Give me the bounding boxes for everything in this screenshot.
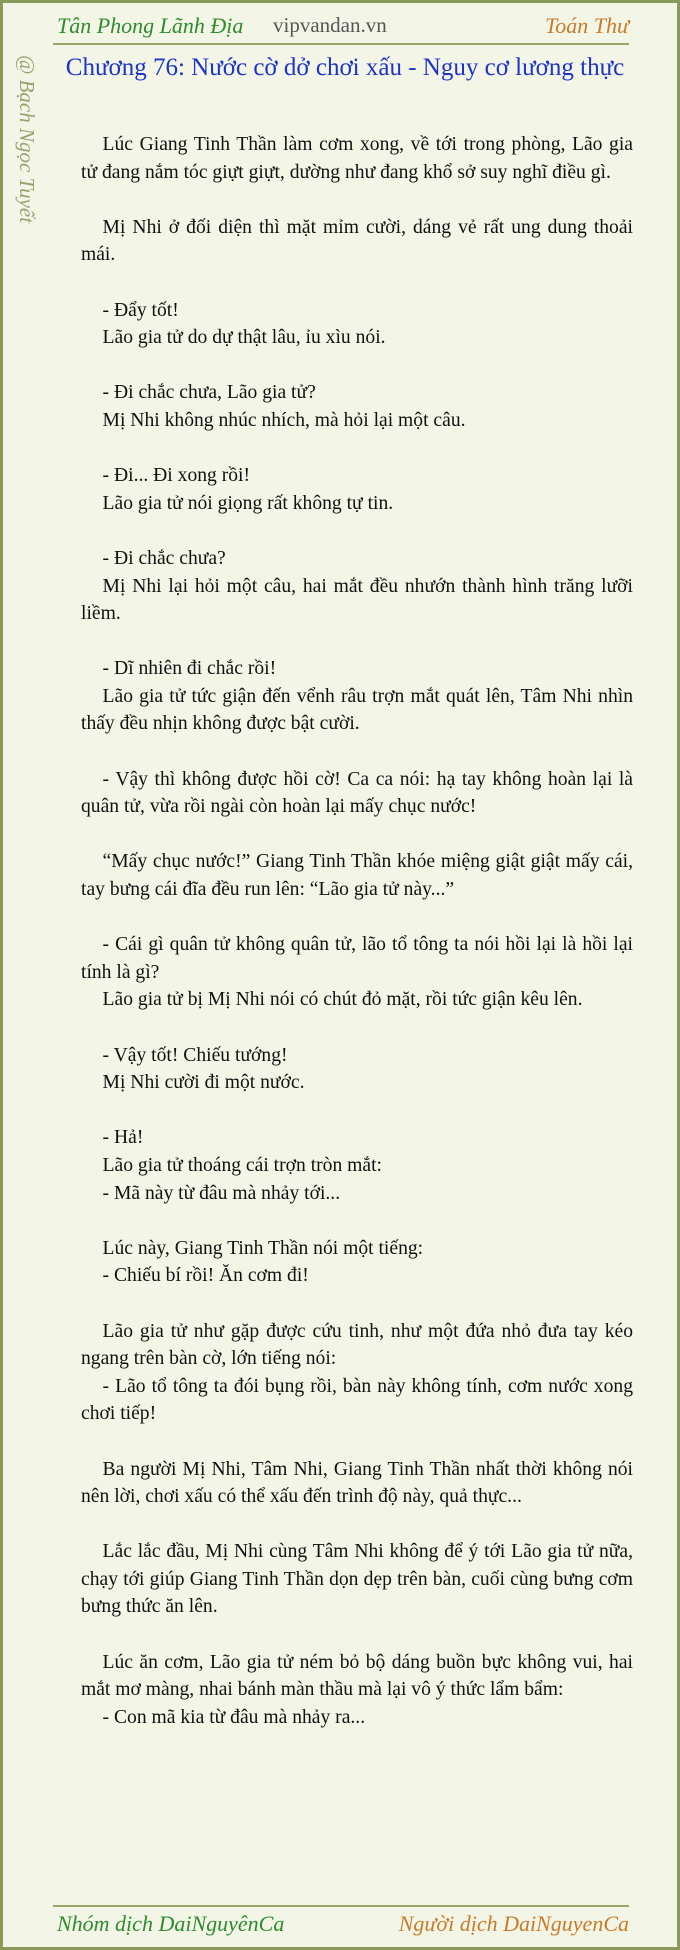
paragraph (81, 1235, 633, 1290)
paragraph-line: “Mấy chục nước!” Giang Tinh Thần khóe miệng giật giật mấy cái, tay bưng cái đĩa đều run lên: “Lão gia tử này...” (81, 851, 633, 901)
chapter-body (81, 131, 633, 1759)
paragraph-line: - Hả! (102, 1127, 144, 1149)
page-header (53, 9, 629, 45)
paragraph-line: - Đi chắc chưa, Lão gia tử? (102, 382, 316, 404)
side-credit-text: @ Bạch Ngọc Tuyết (15, 55, 39, 224)
paragraph-line: - Đẩy tốt! (102, 299, 179, 321)
paragraph-line: - Cái gì quân tử không quân tử, lão tổ tông ta nói hồi lại là hồi lại tính là gì? (81, 934, 633, 983)
paragraph (81, 1456, 633, 1511)
paragraph-line: Lúc Giang Tinh Thần làm cơm xong, về tới trong phòng, Lão gia tử đang nắm tóc giựt giựt, dường như đang khổ sở suy nghĩ điều gì. (81, 134, 633, 183)
paragraph-line: Lắc lắc đầu, Mị Nhi cùng Tâm Nhi không để ý tới Lão gia tử nữa, chạy tới giúp Giang Tinh Thần dọn dẹp trên bàn, cuối cùng bưng cơm bưng thức ăn lên. (81, 1541, 633, 1618)
paragraph-line: Lúc ăn cơm, Lão gia tử ném bỏ bộ dáng buồn bực không vui, hai mắt mơ màng, nhai bánh màn thầu mà lại vô ý thức lẩm bẩm: (81, 1651, 633, 1701)
paragraph-line: Lão gia tử như gặp được cứu tinh, như một đứa nhỏ đưa tay kéo ngang trên bàn cờ, lớn tiếng nói: (81, 1320, 633, 1370)
paragraph-line: - Đi chắc chưa? (102, 547, 226, 569)
paragraph-line: - Lão tổ tông ta đói bụng rồi, bàn này không tính, cơm nước xong chơi tiếp! (81, 1375, 633, 1425)
paragraph-line: - Đi... Đi xong rồi! (102, 465, 251, 487)
paragraph-line: - Dĩ nhiên đi chắc rồi! (102, 658, 277, 680)
paragraph-line: Lão gia tử nói giọng rất không tự tin. (102, 492, 394, 514)
paragraph-line: Mị Nhi lại hỏi một câu, hai mắt đều nhướn thành hình trăng lưỡi liềm. (81, 575, 633, 625)
paragraph-line: Lúc này, Giang Tinh Thần nói một tiếng: (102, 1237, 424, 1259)
paragraph-line: - Vậy thì không được hồi cờ! Ca ca nói: hạ tay không hoàn lại là quân tử, vừa rồi ngài còn hoàn lại mấy chục nước! (81, 768, 633, 818)
paragraph (81, 931, 633, 1014)
paragraph-line: - Mã này từ đâu mà nhảy tới... (102, 1182, 341, 1204)
paragraph (81, 462, 633, 517)
chapter-title: Chương 76: Nước cờ dở chơi xấu - Nguy cơ lương thực (65, 54, 625, 81)
translator-name: Người dịch DaiNguyenCa (398, 1911, 629, 1936)
paragraph (81, 545, 633, 628)
paragraph-line: Lão gia tử bị Mị Nhi nói có chút đỏ mặt, rồi tức giận kêu lên. (102, 989, 583, 1011)
paragraph (81, 1538, 633, 1621)
paragraph-line: Ba người Mị Nhi, Tâm Nhi, Giang Tinh Thần nhất thời không nói nên lời, chơi xấu có thể xấu đến trình độ này, quả thực... (81, 1458, 633, 1508)
paragraph-line: Lão gia tử tức giận đến vểnh râu trợn mắt quát lên, Tâm Nhi nhìn thấy đều nhịn không được bật cười. (81, 685, 633, 735)
paragraph (81, 766, 633, 821)
site-name: vipvandan.vn (273, 13, 387, 37)
paragraph (81, 1124, 633, 1207)
paragraph-line: - Chiếu bí rồi! Ăn cơm đi! (102, 1265, 309, 1287)
paragraph (81, 1318, 633, 1428)
book-title: Tân Phong Lãnh Địa (57, 13, 244, 38)
paragraph-line: - Con mã kia từ đâu mà nhảy ra... (102, 1706, 366, 1728)
paragraph (81, 297, 633, 352)
paragraph (81, 379, 633, 434)
page-footer (53, 1905, 629, 1941)
paragraph (81, 1649, 633, 1732)
paragraph (81, 131, 633, 186)
paragraph-line: - Vậy tốt! Chiếu tướng! (102, 1044, 288, 1066)
paragraph (81, 1042, 633, 1097)
paragraph-line: Mị Nhi cười đi một nước. (102, 1072, 305, 1094)
author-name: Toán Thư (545, 13, 629, 38)
translation-group: Nhóm dịch DaiNguyênCa (57, 1911, 285, 1936)
paragraph-line: Lão gia tử do dự thật lâu, ỉu xìu nói. (102, 327, 386, 349)
paragraph-line: Mị Nhi ở đối diện thì mặt mỉm cười, dáng vẻ rất ung dung thoải mái. (81, 216, 633, 266)
paragraph-line: Mị Nhi không nhúc nhích, mà hỏi lại một câu. (102, 409, 466, 431)
paragraph (81, 848, 633, 903)
paragraph (81, 214, 633, 269)
paragraph (81, 655, 633, 738)
side-credit (5, 55, 45, 265)
paragraph-line: Lão gia tử thoáng cái trợn tròn mắt: (102, 1154, 382, 1176)
